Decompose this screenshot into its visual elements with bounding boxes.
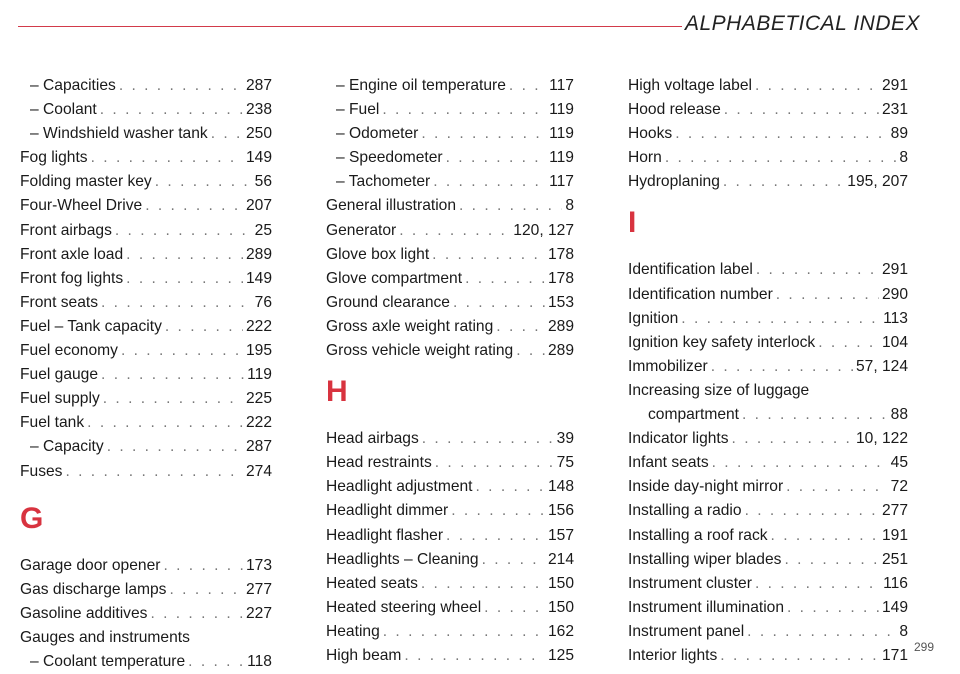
dot-leader bbox=[100, 98, 243, 122]
index-term: Identification number bbox=[628, 285, 773, 303]
dot-leader bbox=[119, 74, 243, 98]
index-term: High beam bbox=[326, 646, 402, 664]
section-letter: I bbox=[628, 206, 637, 240]
page-reference: 76 bbox=[254, 293, 272, 311]
index-entry bbox=[326, 572, 574, 596]
page-reference: 8 bbox=[899, 622, 908, 640]
dot-leader bbox=[446, 146, 546, 170]
index-entry bbox=[326, 339, 574, 363]
dot-leader bbox=[145, 194, 243, 218]
page-reference: 222 bbox=[245, 414, 272, 432]
index-entry bbox=[326, 194, 574, 218]
dot-leader bbox=[435, 451, 554, 475]
page-reference: 113 bbox=[883, 309, 908, 327]
index-term: Gross axle weight rating bbox=[326, 317, 494, 335]
dot-leader bbox=[818, 331, 879, 355]
page-reference: 88 bbox=[890, 406, 908, 424]
dot-leader bbox=[711, 355, 853, 379]
page-reference: 150 bbox=[547, 574, 574, 592]
index-entry bbox=[326, 620, 574, 644]
index-entry bbox=[628, 170, 908, 194]
dot-leader bbox=[453, 291, 545, 315]
dot-leader bbox=[665, 146, 897, 170]
page-reference: 214 bbox=[547, 550, 574, 568]
dot-leader bbox=[724, 98, 879, 122]
index-entry bbox=[628, 644, 908, 668]
page-reference: 290 bbox=[881, 285, 908, 303]
dot-leader bbox=[421, 122, 546, 146]
page-reference: 171 bbox=[881, 646, 908, 664]
index-entry bbox=[20, 315, 272, 339]
page-number: 299 bbox=[913, 640, 934, 654]
dot-leader bbox=[451, 499, 545, 523]
index-entry bbox=[326, 74, 574, 98]
page-reference: 117 bbox=[549, 173, 574, 191]
dot-leader bbox=[787, 596, 879, 620]
index-entry bbox=[326, 596, 574, 620]
index-term: Horn bbox=[628, 149, 662, 167]
index-entry bbox=[326, 548, 574, 572]
index-entry bbox=[628, 499, 908, 523]
index-entry bbox=[326, 475, 574, 499]
page-reference: 191 bbox=[881, 526, 908, 544]
dot-leader bbox=[776, 283, 879, 307]
running-head: ALPHABETICAL INDEX bbox=[684, 12, 920, 35]
index-entry bbox=[326, 499, 574, 523]
index-entry bbox=[20, 554, 272, 578]
dot-leader bbox=[422, 427, 554, 451]
index-term: Headlight adjustment bbox=[326, 478, 473, 496]
page-reference: 178 bbox=[547, 245, 574, 263]
index-term: – Windshield washer tank bbox=[30, 125, 208, 143]
page-reference: 195 bbox=[245, 342, 272, 360]
page-reference: 8 bbox=[565, 197, 574, 215]
index-entry bbox=[20, 460, 272, 484]
page-reference: 10, 122 bbox=[855, 430, 908, 448]
dot-leader bbox=[446, 524, 545, 548]
page-reference: 8 bbox=[899, 149, 908, 167]
header-rule bbox=[18, 26, 682, 27]
page-reference: 289 bbox=[547, 317, 574, 335]
page-reference: 157 bbox=[547, 526, 574, 544]
index-entry bbox=[628, 475, 908, 499]
index-entry bbox=[20, 578, 272, 602]
index-entry bbox=[326, 122, 574, 146]
page-reference: 173 bbox=[245, 556, 272, 574]
index-column-3 bbox=[628, 74, 908, 668]
index-term: Hood release bbox=[628, 101, 721, 119]
dot-leader bbox=[742, 403, 888, 427]
page-reference: 291 bbox=[881, 77, 908, 94]
index-entry bbox=[628, 451, 908, 475]
dot-leader bbox=[404, 644, 545, 668]
index-entry bbox=[20, 74, 272, 98]
index-term: Headlights – Cleaning bbox=[326, 550, 479, 568]
dot-leader bbox=[163, 554, 243, 578]
page-reference: 156 bbox=[547, 502, 574, 520]
index-entry bbox=[628, 307, 908, 331]
index-entry bbox=[326, 98, 574, 122]
page-reference: 178 bbox=[547, 269, 574, 287]
page-reference: 291 bbox=[881, 261, 908, 279]
dot-leader bbox=[712, 451, 888, 475]
dot-leader bbox=[91, 146, 243, 170]
index-term: Interior lights bbox=[628, 646, 718, 664]
dot-leader bbox=[433, 170, 546, 194]
index-heading bbox=[628, 379, 908, 403]
index-term: Gas discharge lamps bbox=[20, 580, 167, 598]
index-entry bbox=[326, 146, 574, 170]
index-term: Instrument cluster bbox=[628, 574, 752, 592]
section-letter: G bbox=[20, 501, 44, 535]
index-term: Indicator lights bbox=[628, 430, 729, 448]
dot-leader bbox=[484, 596, 545, 620]
page-reference: 251 bbox=[881, 550, 908, 568]
page-reference: 117 bbox=[549, 77, 574, 94]
page-reference: 75 bbox=[556, 454, 574, 472]
index-entry bbox=[628, 74, 908, 98]
index-entry bbox=[20, 219, 272, 243]
page-reference: 207 bbox=[245, 197, 272, 215]
index-entry bbox=[20, 387, 272, 411]
page-reference: 162 bbox=[547, 622, 574, 640]
index-entry bbox=[326, 451, 574, 475]
page-reference: 277 bbox=[245, 580, 272, 598]
index-entry bbox=[20, 602, 272, 626]
dot-leader bbox=[681, 307, 880, 331]
dot-leader bbox=[509, 74, 546, 98]
index-term: Head restraints bbox=[326, 454, 432, 472]
index-term: Inside day-night mirror bbox=[628, 478, 784, 496]
index-term: Glove box light bbox=[326, 245, 430, 263]
index-entry bbox=[326, 524, 574, 548]
page-reference: 148 bbox=[547, 478, 574, 496]
index-term: Front airbags bbox=[20, 221, 112, 239]
index-term: – Engine oil temperature bbox=[336, 77, 506, 94]
index-term: Ignition key safety interlock bbox=[628, 333, 816, 351]
index-term: Instrument illumination bbox=[628, 598, 785, 616]
page-reference: 287 bbox=[245, 438, 272, 456]
index-term: Increasing size of luggage bbox=[628, 381, 810, 399]
page-reference: 277 bbox=[881, 502, 908, 520]
dot-leader bbox=[755, 74, 879, 98]
index-entry bbox=[326, 315, 574, 339]
dot-leader bbox=[720, 644, 879, 668]
index-entry bbox=[326, 267, 574, 291]
dot-leader bbox=[771, 524, 879, 548]
page-reference: 118 bbox=[247, 652, 272, 670]
index-term: Heating bbox=[326, 622, 380, 640]
dot-leader bbox=[101, 363, 244, 387]
index-entry bbox=[20, 435, 272, 459]
index-term: Folding master key bbox=[20, 173, 152, 191]
page-reference: 150 bbox=[547, 598, 574, 616]
index-term: Fuel gauge bbox=[20, 366, 99, 384]
index-term: Installing wiper blades bbox=[628, 550, 782, 568]
page-reference: 149 bbox=[881, 598, 908, 616]
index-term: General illustration bbox=[326, 197, 457, 215]
index-entry bbox=[628, 572, 908, 596]
dot-leader bbox=[115, 219, 252, 243]
index-entry bbox=[20, 363, 272, 387]
index-heading bbox=[20, 626, 272, 650]
dot-leader bbox=[755, 572, 880, 596]
dot-leader bbox=[516, 339, 545, 363]
index-term: – Capacity bbox=[30, 438, 104, 456]
page-reference: 287 bbox=[245, 77, 272, 94]
index-entry bbox=[628, 548, 908, 572]
index-entry bbox=[628, 403, 908, 427]
index-term: Infant seats bbox=[628, 454, 709, 472]
index-entry bbox=[20, 194, 272, 218]
page-reference: 89 bbox=[890, 125, 908, 143]
index-term: – Coolant bbox=[30, 101, 97, 119]
page-reference: 125 bbox=[547, 646, 574, 664]
dot-leader bbox=[476, 475, 545, 499]
index-entry bbox=[326, 243, 574, 267]
page-reference: 45 bbox=[890, 454, 908, 472]
index-term: Front axle load bbox=[20, 245, 124, 263]
index-term: Fog lights bbox=[20, 149, 88, 167]
index-term: Front fog lights bbox=[20, 269, 124, 287]
index-term: Heated seats bbox=[326, 574, 418, 592]
section-letter: H bbox=[326, 375, 348, 409]
page-reference: 149 bbox=[245, 269, 272, 287]
dot-leader bbox=[459, 194, 562, 218]
index-term: Fuel supply bbox=[20, 390, 100, 408]
index-entry bbox=[326, 644, 574, 668]
index-term: Ignition bbox=[628, 309, 679, 327]
index-entry bbox=[628, 146, 908, 170]
index-entry bbox=[628, 524, 908, 548]
index-entry bbox=[628, 620, 908, 644]
index-term: compartment bbox=[648, 406, 739, 424]
dot-leader bbox=[103, 387, 243, 411]
index-entry bbox=[20, 122, 272, 146]
index-term: Front seats bbox=[20, 293, 98, 311]
index-term: Fuel tank bbox=[20, 414, 85, 432]
dot-leader bbox=[723, 170, 844, 194]
dot-leader bbox=[382, 98, 546, 122]
index-term: Gauges and instruments bbox=[20, 628, 190, 646]
index-term: Installing a radio bbox=[628, 502, 742, 520]
page-reference: 149 bbox=[245, 149, 272, 167]
index-entry bbox=[628, 596, 908, 620]
dot-leader bbox=[496, 315, 545, 339]
dot-leader bbox=[784, 548, 879, 572]
dot-leader bbox=[211, 122, 243, 146]
dot-leader bbox=[155, 170, 252, 194]
dot-leader bbox=[482, 548, 545, 572]
index-term: Head airbags bbox=[326, 430, 419, 448]
index-term: Headlight dimmer bbox=[326, 502, 449, 520]
index-entry bbox=[628, 355, 908, 379]
index-term: – Speedometer bbox=[336, 149, 443, 167]
index-term: Four-Wheel Drive bbox=[20, 197, 143, 215]
dot-leader bbox=[756, 258, 879, 282]
dot-leader bbox=[432, 243, 545, 267]
dot-leader bbox=[107, 435, 243, 459]
index-entry bbox=[628, 98, 908, 122]
page-reference: 250 bbox=[245, 125, 272, 143]
dot-leader bbox=[675, 122, 887, 146]
index-term: Ground clearance bbox=[326, 293, 450, 311]
index-column-2 bbox=[326, 74, 574, 668]
page-reference: 222 bbox=[245, 317, 272, 335]
index-entry bbox=[20, 146, 272, 170]
index-term: Heated steering wheel bbox=[326, 598, 482, 616]
dot-leader bbox=[101, 291, 252, 315]
page-reference: 56 bbox=[254, 173, 272, 191]
index-term: Fuses bbox=[20, 462, 63, 480]
index-term: Hydroplaning bbox=[628, 173, 720, 191]
index-entry bbox=[20, 411, 272, 435]
index-term: Identification label bbox=[628, 261, 753, 279]
index-entry bbox=[20, 339, 272, 363]
page-reference: 195, 207 bbox=[847, 173, 908, 191]
index-term: Gasoline additives bbox=[20, 604, 148, 622]
dot-leader bbox=[126, 267, 243, 291]
page-reference: 289 bbox=[547, 342, 574, 360]
index-term: Headlight flasher bbox=[326, 526, 444, 544]
index-entry bbox=[20, 291, 272, 315]
page-reference: 104 bbox=[881, 333, 908, 351]
page-reference: 274 bbox=[245, 462, 272, 480]
dot-leader bbox=[786, 475, 888, 499]
index-entry bbox=[326, 291, 574, 315]
index-entry bbox=[628, 427, 908, 451]
index-term: Instrument panel bbox=[628, 622, 745, 640]
dot-leader bbox=[87, 411, 243, 435]
index-entry bbox=[628, 331, 908, 355]
index-entry bbox=[628, 122, 908, 146]
index-term: Gross vehicle weight rating bbox=[326, 342, 514, 360]
index-term: Fuel – Tank capacity bbox=[20, 317, 162, 335]
page-reference: 120, 127 bbox=[513, 221, 574, 239]
page-reference: 238 bbox=[245, 101, 272, 119]
index-entry bbox=[326, 427, 574, 451]
dot-leader bbox=[745, 499, 879, 523]
page-reference: 153 bbox=[547, 293, 574, 311]
dot-leader bbox=[732, 427, 853, 451]
dot-leader bbox=[65, 460, 243, 484]
index-entry bbox=[326, 170, 574, 194]
index-term: Installing a roof rack bbox=[628, 526, 768, 544]
index-term: Hooks bbox=[628, 125, 673, 143]
index-entry bbox=[20, 243, 272, 267]
page-reference: 225 bbox=[245, 390, 272, 408]
index-term: High voltage label bbox=[628, 77, 752, 94]
index-term: Garage door opener bbox=[20, 556, 161, 574]
dot-leader bbox=[383, 620, 545, 644]
dot-leader bbox=[121, 339, 243, 363]
page-reference: 119 bbox=[549, 125, 574, 143]
dot-leader bbox=[465, 267, 545, 291]
dot-leader bbox=[421, 572, 545, 596]
index-term: – Coolant temperature bbox=[30, 652, 186, 670]
page-reference: 39 bbox=[556, 430, 574, 448]
index-term: Fuel economy bbox=[20, 342, 118, 360]
page-reference: 119 bbox=[549, 101, 574, 119]
page-reference: 227 bbox=[245, 604, 272, 622]
index-entry bbox=[20, 267, 272, 291]
dot-leader bbox=[169, 578, 242, 602]
page-reference: 25 bbox=[254, 221, 272, 239]
dot-leader bbox=[165, 315, 243, 339]
index-term: – Capacities bbox=[30, 77, 116, 94]
dot-leader bbox=[747, 620, 896, 644]
index-entry bbox=[628, 258, 908, 282]
index-term: Glove compartment bbox=[326, 269, 463, 287]
page-reference: 72 bbox=[890, 478, 908, 496]
index-entry bbox=[326, 219, 574, 243]
dot-leader bbox=[126, 243, 243, 267]
index-term: – Fuel bbox=[336, 101, 380, 119]
index-column-1 bbox=[20, 74, 272, 674]
page-reference: 119 bbox=[549, 149, 574, 167]
page-reference: 57, 124 bbox=[855, 357, 908, 375]
index-term: – Tachometer bbox=[336, 173, 431, 191]
page-reference: 119 bbox=[247, 366, 272, 384]
index-term: Immobilizer bbox=[628, 357, 708, 375]
index-entry bbox=[628, 283, 908, 307]
dot-leader bbox=[150, 602, 243, 626]
index-term: Generator bbox=[326, 221, 397, 239]
page-reference: 231 bbox=[881, 101, 908, 119]
index-entry bbox=[20, 98, 272, 122]
dot-leader bbox=[399, 219, 510, 243]
page-reference: 289 bbox=[245, 245, 272, 263]
page-reference: 116 bbox=[883, 574, 908, 592]
index-term: – Odometer bbox=[336, 125, 419, 143]
index-entry bbox=[20, 170, 272, 194]
